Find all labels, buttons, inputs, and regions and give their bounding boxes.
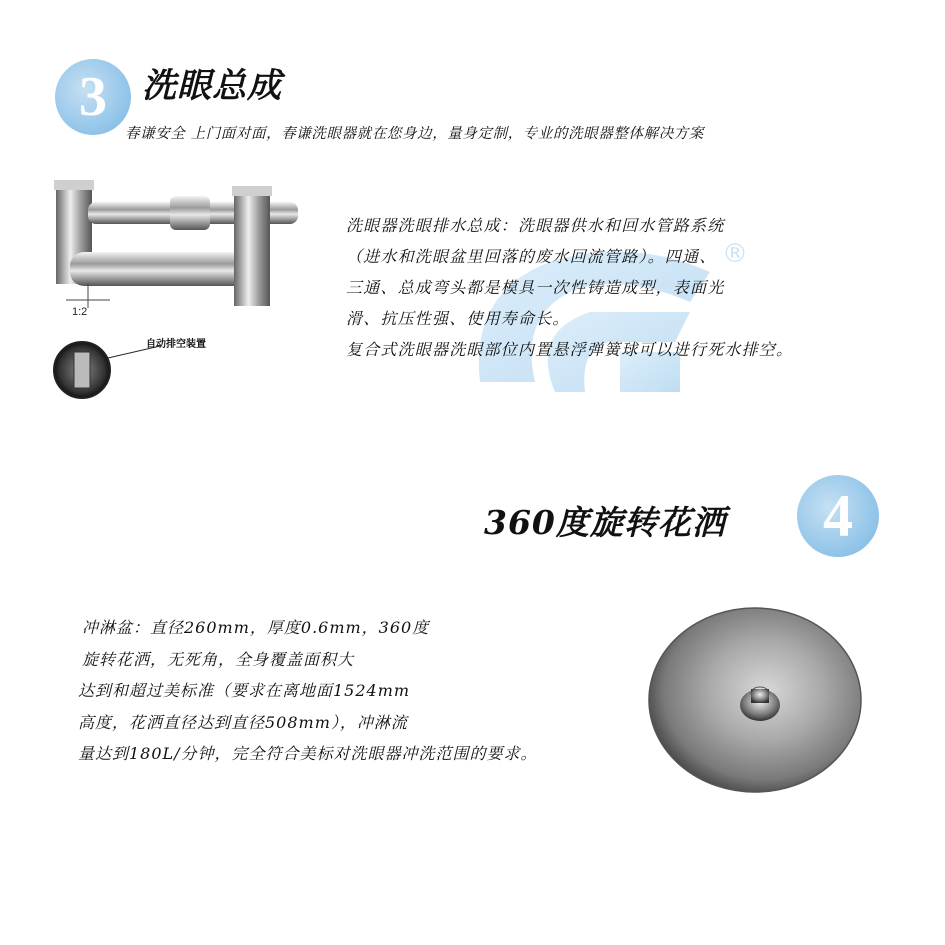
registered-mark: ® [722, 239, 748, 269]
section-number-badge-3 [55, 59, 131, 135]
section-title-eyewash-assembly: 洗眼总成 [142, 66, 282, 106]
scale-ratio-label: 1:2 [72, 306, 88, 318]
section-subtitle-company-slogan: 春谦安全 上门面对面，春谦洗眼器就在您身边，量身定制，专业的洗眼器整体解决方案 [125, 126, 705, 142]
description-line: 滑、抗压性强、使用寿命长。 [346, 309, 570, 328]
description-line: 复合式洗眼器洗眼部位内置悬浮弹簧球可以进行死水排空。 [346, 340, 794, 359]
section-number-badge-4 [797, 475, 879, 557]
pipe-illustration [50, 178, 310, 418]
auto-drain-device-label: 自动排空装置 [146, 339, 206, 350]
shower-description [78, 612, 638, 770]
description-line: 三通、总成弯头都是模具一次性铸造成型，表面光 [346, 278, 725, 297]
eyewash-assembly-description [346, 210, 926, 365]
section-number-4: 4 [823, 482, 853, 549]
description-line: （进水和洗眼盆里回落的废水回流管路）。四通、 [346, 247, 717, 266]
description-line: 量达到180L/分钟，完全符合美标对洗眼器冲洗范围的要求。 [78, 744, 538, 763]
description-line: 旋转花洒，无死角，全身覆盖面积大 [82, 649, 355, 669]
drain-pipe-assembly-image [50, 178, 310, 418]
description-line: 高度，花洒直径达到直径508mm），冲淋流 [78, 712, 408, 732]
section-title-rotating-shower: 360度旋转花洒 [484, 503, 726, 542]
description-line: 洗眼器洗眼排水总成：洗眼器供水和回水管路系统 [346, 216, 725, 235]
section-number-3: 3 [79, 66, 107, 128]
description-line: 冲淋盆：直径260mm，厚度0.6mm，360度 [82, 618, 430, 637]
description-line: 达到和超过美标准（要求在离地面1524mm [78, 681, 411, 700]
shower-bowl-image [648, 605, 863, 795]
